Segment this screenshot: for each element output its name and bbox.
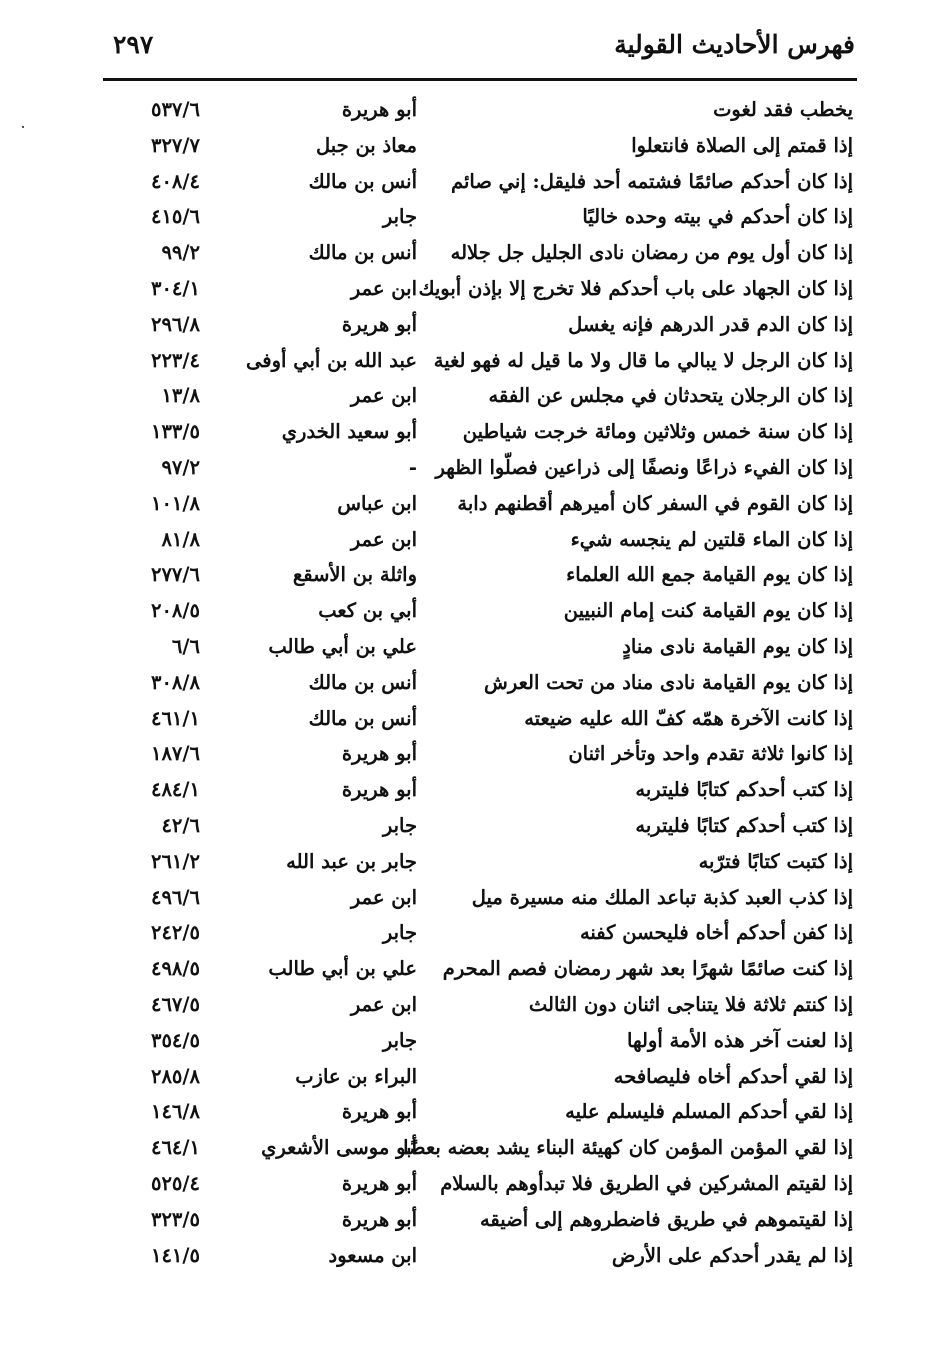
volume-page-ref: ٣٠٨/٨ [150, 670, 200, 694]
hadith-text: إذا كتب أحدكم كتابًا فليتربه [635, 778, 853, 802]
index-entry [0, 1167, 935, 1203]
volume-page-ref: ٤٦١/١ [150, 706, 200, 730]
volume-page-ref: ٥٣٧/٦ [150, 98, 200, 121]
index-entry [0, 809, 935, 845]
volume-page-ref: ٢٩٦/٨ [150, 312, 200, 336]
index-entry [0, 1203, 935, 1239]
index-entry [0, 666, 935, 702]
index-entry [0, 988, 935, 1024]
index-entry [0, 773, 935, 809]
volume-page-ref: ٣٢٣/٥ [150, 1207, 200, 1231]
narrator-name: أنس بن مالك [308, 241, 417, 265]
volume-page-ref: ٦/٦ [171, 634, 200, 658]
narrator-name: أبو هريرة [341, 778, 417, 802]
hadith-text: إذا كانوا ثلاثة تقدم واحد وتأخر اثنان [568, 742, 853, 766]
narrator-name: جابر [382, 921, 417, 945]
hadith-text: إذا كان الرجلان يتحدثان في مجلس عن الفقه [488, 384, 853, 408]
hadith-text: إذا قمتم إلى الصلاة فانتعلوا [631, 133, 853, 157]
index-entry [0, 1131, 935, 1167]
narrator-name: أبو هريرة [341, 1207, 417, 1231]
index-entry [0, 236, 935, 272]
volume-page-ref: ٩٩/٢ [161, 241, 200, 265]
volume-page-ref: ٢٦١/٢ [150, 849, 200, 873]
header-rule [103, 78, 857, 81]
hadith-text: إذا لعنت آخر هذه الأمة أولها [627, 1028, 853, 1052]
narrator-name: جابر [382, 1028, 417, 1052]
index-entry [0, 129, 935, 165]
narrator-name: أبو هريرة [341, 98, 417, 121]
index-entry [0, 1060, 935, 1096]
volume-page-ref: ٤٢/٦ [161, 813, 200, 837]
narrator-name: علي بن أبي طالب [268, 634, 417, 658]
volume-page-ref: ٢٨٥/٨ [150, 1064, 200, 1088]
narrator-name: علي بن أبي طالب [268, 957, 417, 981]
hadith-text: إذا كان الرجل لا يبالي ما قال ولا ما قيل له فهو لغية [433, 348, 853, 372]
volume-page-ref: ١٨٧/٦ [150, 742, 200, 766]
volume-page-ref: ٢٤٢/٥ [150, 921, 200, 945]
index-entry [0, 379, 935, 415]
narrator-name: أبو هريرة [341, 742, 417, 766]
page-number: ٢٩٧ [113, 30, 154, 59]
hadith-text: إذا كذب العبد كذبة تباعد الملك منه مسيرة ميل [471, 885, 853, 909]
volume-page-ref: ٤٩٨/٥ [150, 957, 200, 981]
volume-page-ref: ٣٠٤/١ [150, 276, 200, 300]
volume-page-ref: ١٣/٨ [161, 384, 200, 408]
narrator-name: ابن عمر [350, 384, 417, 408]
volume-page-ref: ٢٠٨/٥ [150, 599, 200, 623]
narrator-name: عبد الله بن أبي أوفى [246, 348, 417, 372]
hadith-text: إذا كان الفيء ذراعًا ونصفًا إلى ذراعين فصلّوا الظهر [435, 455, 853, 479]
volume-page-ref: ٣٢٧/٧ [150, 133, 200, 157]
volume-page-ref: ٤٦٤/١ [150, 1136, 200, 1160]
index-entry [0, 93, 935, 129]
hadith-text: إذا كان الجهاد على باب أحدكم فلا تخرج إلا بإذن أبويك [418, 276, 853, 300]
index-entry [0, 594, 935, 630]
narrator-name: ابن مسعود [328, 1243, 417, 1267]
hadith-text: إذا لقيتم المشركين في الطريق فلا تبدأوهم بالسلام [440, 1171, 853, 1195]
index-entry [0, 952, 935, 988]
narrator-name: أنس بن مالك [308, 169, 417, 193]
narrator-name: أبو هريرة [341, 1100, 417, 1124]
narrator-name: ابن عمر [350, 276, 417, 300]
index-entry [0, 881, 935, 917]
narrator-name: البراء بن عازب [295, 1064, 417, 1088]
index-entry [0, 272, 935, 308]
narrator-name: جابر [382, 813, 417, 837]
index-entry [0, 165, 935, 201]
index-entry [0, 1024, 935, 1060]
hadith-text: إذا لقي المؤمن المؤمن كان كهيئة البناء يشد بعضه بعضًا [403, 1136, 853, 1160]
volume-page-ref: ٢٧٧/٦ [150, 563, 200, 587]
hadith-index-list [0, 93, 935, 1274]
hadith-text: إذا لم يقدر أحدكم على الأرض [611, 1243, 853, 1267]
volume-page-ref: ٤٦٧/٥ [150, 992, 200, 1016]
hadith-text: إذا كان القوم في السفر كان أميرهم أقطنهم دابة [457, 491, 853, 515]
narrator-name: ابن عمر [350, 992, 417, 1016]
narrator-name: واثلة بن الأسقع [292, 563, 417, 587]
hadith-text: إذا كنتم ثلاثة فلا يتناجى اثنان دون الثالث [528, 992, 853, 1016]
volume-page-ref: ١٠١/٨ [150, 491, 200, 515]
hadith-text: إذا كفن أحدكم أخاه فليحسن كفنه [579, 921, 853, 945]
narrator-name: معاذ بن جبل [315, 133, 417, 157]
volume-page-ref: ١٤١/٥ [150, 1243, 200, 1267]
index-entry [0, 344, 935, 380]
narrator-name: أبو هريرة [341, 1171, 417, 1195]
index-entry [0, 737, 935, 773]
hadith-text: إذا لقي أحدكم أخاه فليصافحه [613, 1064, 853, 1088]
hadith-text: إذا كان يوم القيامة نادى منادٍ [622, 634, 853, 658]
hadith-text: إذا كان الدم قدر الدرهم فإنه يغسل [568, 312, 853, 336]
index-entry [0, 1239, 935, 1275]
index-entry [0, 415, 935, 451]
hadith-text: إذا كتبت كتابًا فترّبه [698, 849, 853, 873]
volume-page-ref: ٤٨٤/١ [150, 778, 200, 802]
volume-page-ref: ٤١٥/٦ [150, 205, 200, 229]
volume-page-ref: ٣٥٤/٥ [150, 1028, 200, 1052]
index-entry [0, 916, 935, 952]
index-entry [0, 558, 935, 594]
hadith-text: إذا كنت صائمًا شهرًا بعد شهر رمضان فصم المحرم [442, 957, 853, 981]
hadith-text: إذا لقي أحدكم المسلم فليسلم عليه [565, 1100, 853, 1124]
narrator-name: أبي بن كعب [318, 599, 417, 623]
volume-page-ref: ٤٩٦/٦ [150, 885, 200, 909]
hadith-text: إذا كان يوم القيامة نادى مناد من تحت العرش [484, 670, 853, 694]
hadith-text: إذا كان يوم القيامة كنت إمام النبيين [563, 599, 853, 623]
hadith-text: إذا كانت الآخرة همّه كفّ الله عليه ضيعته [524, 706, 853, 730]
narrator-name: أبو موسى الأشعري [261, 1136, 417, 1160]
index-entry [0, 523, 935, 559]
hadith-text: إذا كان يوم القيامة جمع الله العلماء [566, 563, 853, 587]
hadith-text: إذا كان أول يوم من رمضان نادى الجليل جل جلاله [450, 241, 853, 265]
hadith-text: إذا كان سنة خمس وثلاثين ومائة خرجت شياطين [462, 420, 853, 444]
hadith-text: إذا لقيتموهم في طريق فاضطروهم إلى أضيقه [479, 1207, 853, 1231]
hadith-text: إذا كان الماء قلتين لم ينجسه شيء [570, 527, 853, 551]
index-entry [0, 1095, 935, 1131]
hadith-text: يخطب فقد لغوت [713, 98, 853, 121]
volume-page-ref: ٤٠٨/٤ [150, 169, 200, 193]
volume-page-ref: ٩٧/٢ [161, 455, 200, 479]
index-entry [0, 702, 935, 738]
index-entry [0, 308, 935, 344]
narrator-name: ابن عباس [337, 491, 417, 515]
hadith-text: إذا كتب أحدكم كتابًا فليتربه [635, 813, 853, 837]
index-entry [0, 200, 935, 236]
narrator-name: أنس بن مالك [308, 670, 417, 694]
index-entry [0, 630, 935, 666]
hadith-text: إذا كان أحدكم صائمًا فشتمه أحد فليقل: إني صائم [450, 169, 853, 193]
narrator-name: ابن عمر [350, 885, 417, 909]
narrator-name: جابر بن عبد الله [286, 849, 417, 873]
volume-page-ref: ٢٢٣/٤ [150, 348, 200, 372]
volume-page-ref: ١٣٣/٥ [150, 420, 200, 444]
narrator-name: جابر [382, 205, 417, 229]
index-entry [0, 451, 935, 487]
index-entry [0, 487, 935, 523]
narrator-name: أبو سعيد الخدري [281, 420, 417, 444]
narrator-name: - [408, 455, 417, 479]
narrator-name: أبو هريرة [341, 312, 417, 336]
narrator-name: أنس بن مالك [308, 706, 417, 730]
hadith-text: إذا كان أحدكم في بيته وحده خاليًا [582, 205, 853, 229]
index-entry [0, 845, 935, 881]
volume-page-ref: ١٤٦/٨ [150, 1100, 200, 1124]
page-header-title: فهرس الأحاديث القولية [614, 30, 855, 59]
volume-page-ref: ٥٢٥/٤ [150, 1171, 200, 1195]
narrator-name: ابن عمر [350, 527, 417, 551]
volume-page-ref: ٨١/٨ [161, 527, 200, 551]
